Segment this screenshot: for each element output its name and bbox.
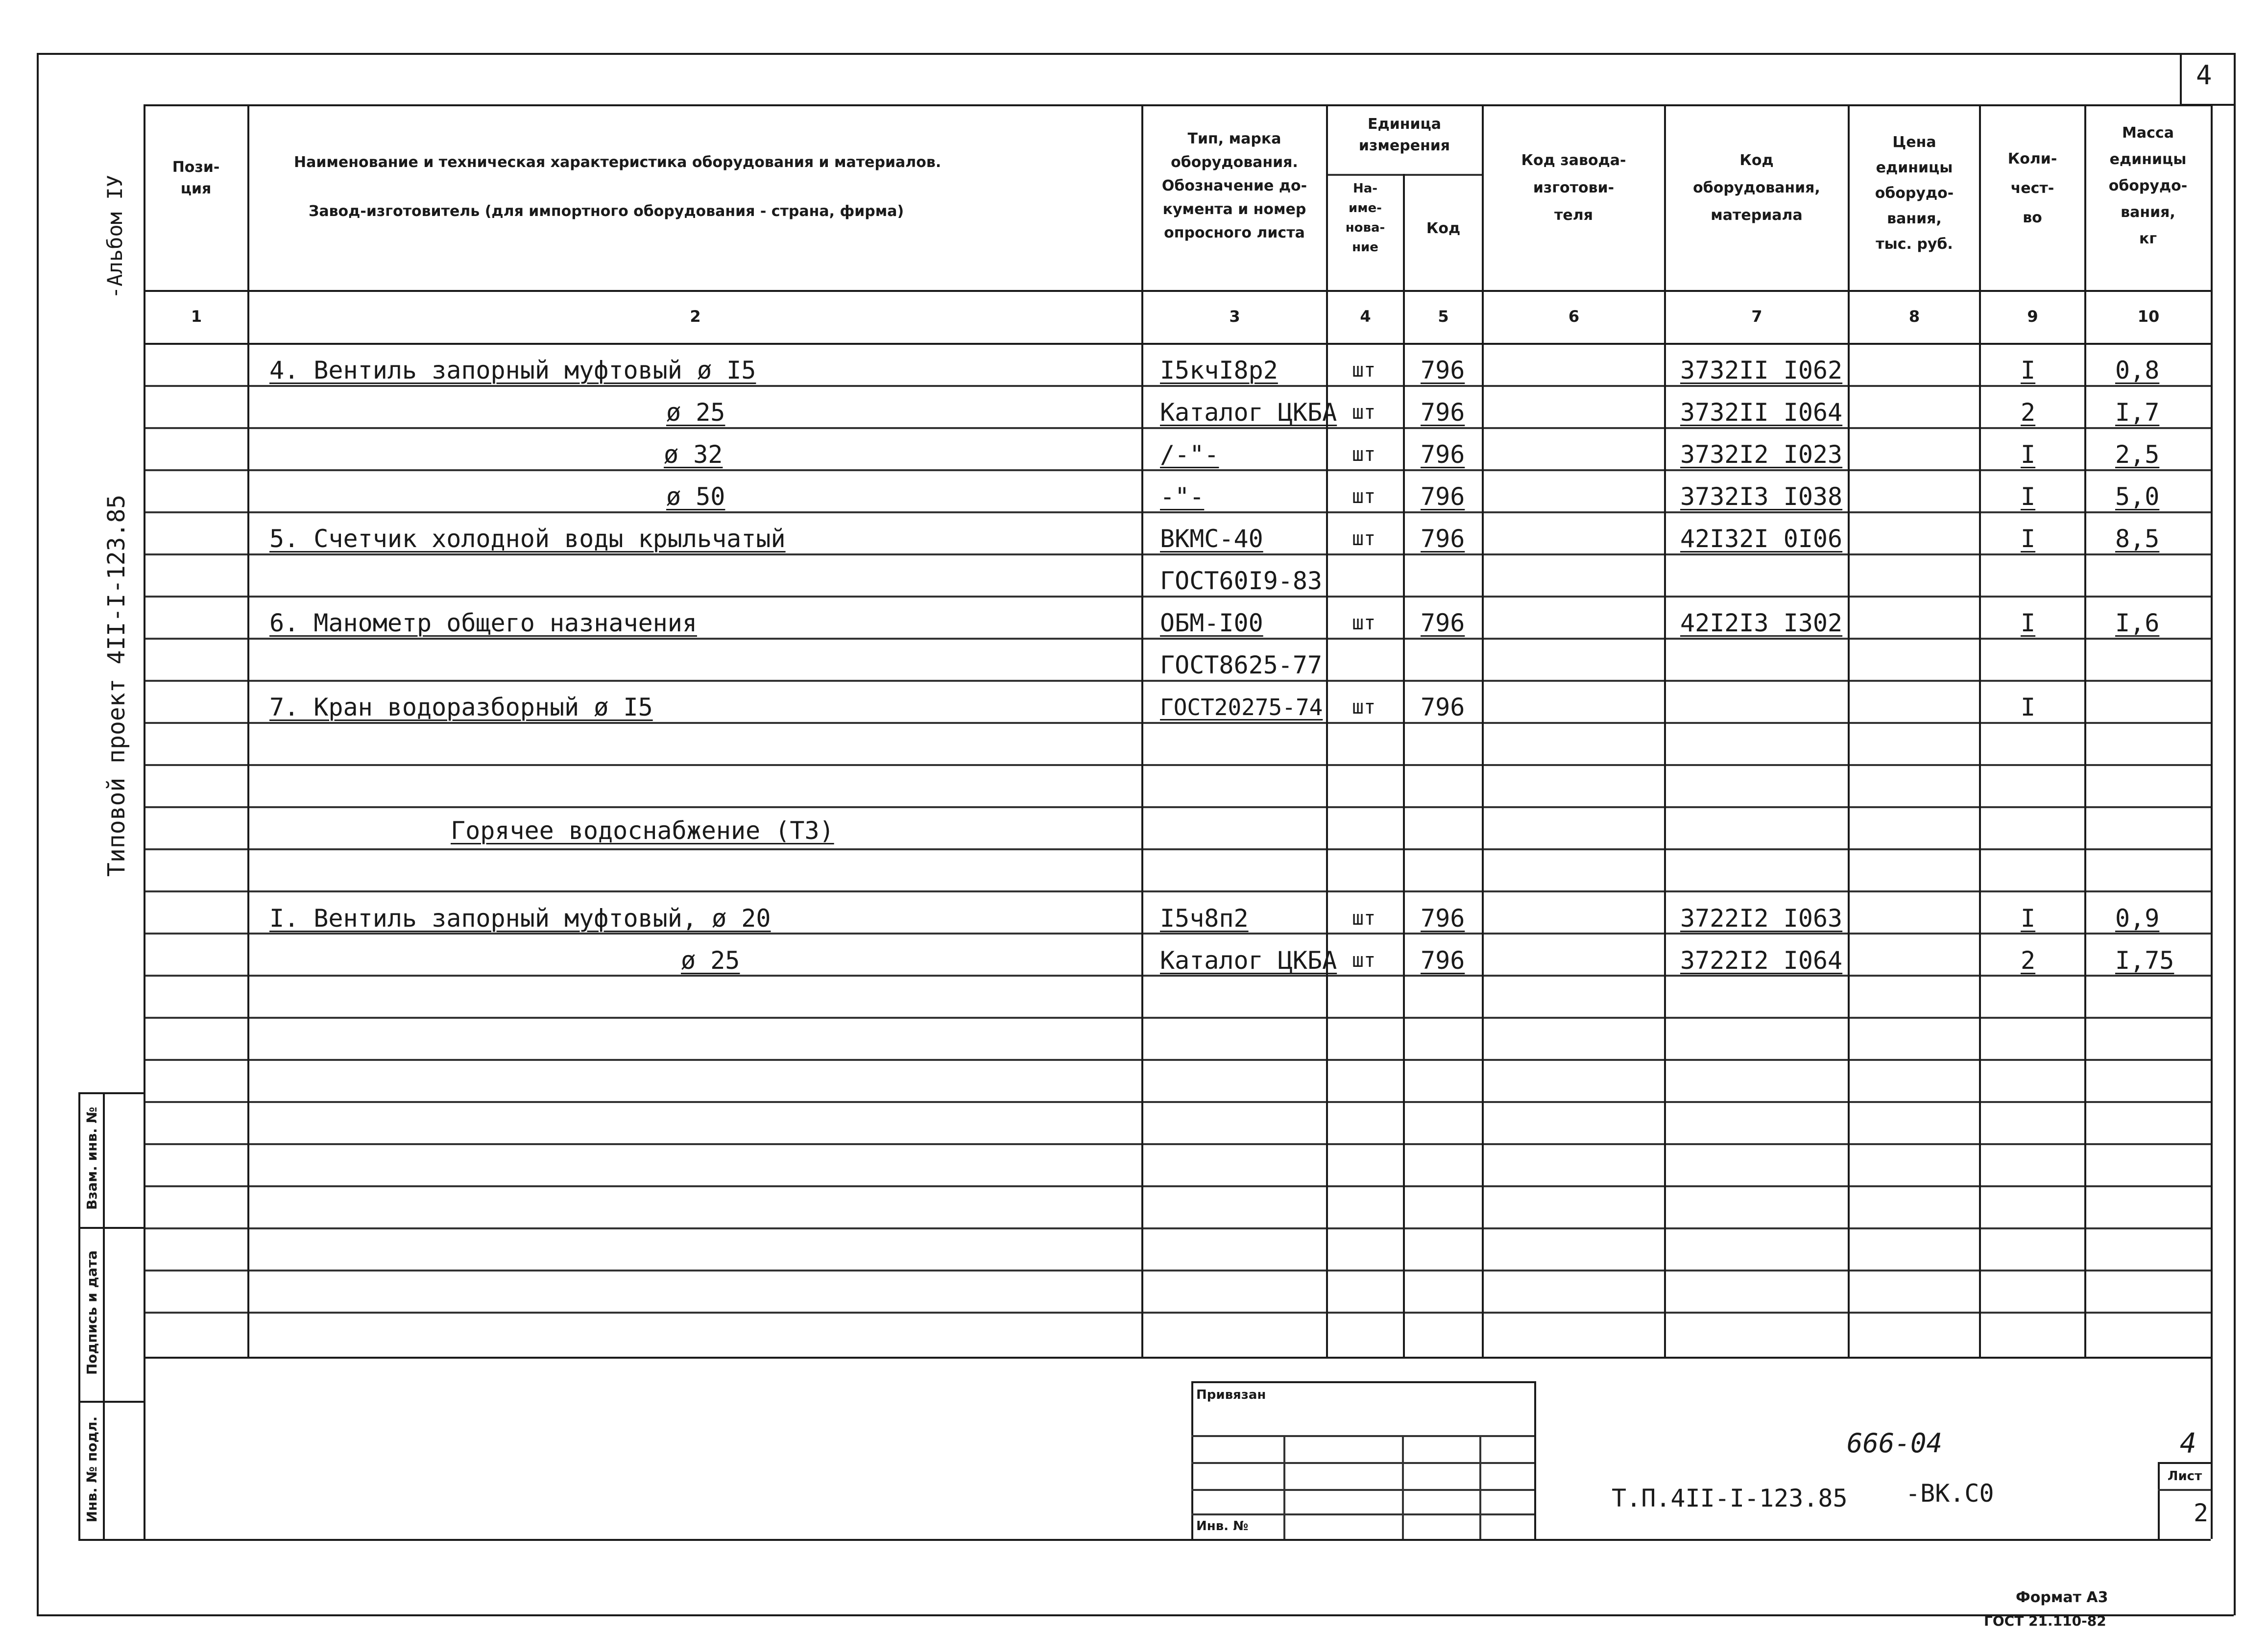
side-album-title: -Альбом IУ xyxy=(103,175,127,299)
colnum-1: 1 xyxy=(191,307,202,326)
privyazan-col xyxy=(1479,1435,1481,1539)
row-qty: I xyxy=(2021,356,2036,384)
colnum-7: 7 xyxy=(1751,307,1762,326)
privyazan-col xyxy=(1283,1435,1285,1539)
row-qty: I xyxy=(2021,482,2036,511)
row-code: 796 xyxy=(1421,946,1465,975)
sheet-total: 4 xyxy=(2180,1428,2196,1460)
col-line xyxy=(1141,104,1143,1358)
row-code: 796 xyxy=(1421,356,1465,384)
row-line xyxy=(144,1270,2211,1271)
col-line xyxy=(2211,104,2213,1539)
row-line xyxy=(144,1143,2211,1145)
row-mass: 8,5 xyxy=(2115,525,2160,553)
header-unit-code: Код xyxy=(1426,220,1461,237)
document-designation: Т.П.4II-I-123.85 xyxy=(1612,1484,1848,1512)
row-unit: шт xyxy=(1352,528,1376,550)
header-quantity: Коли- чест- во xyxy=(2007,150,2057,226)
col-line xyxy=(1979,104,1981,1358)
row-equip: 3722I2 I063 xyxy=(1680,904,1843,933)
row-mass: 0,8 xyxy=(2115,356,2160,384)
col-line xyxy=(1482,104,1484,1358)
row-line xyxy=(144,764,2211,766)
header-mass: Масса единицы оборудо- вания, кг xyxy=(2108,124,2188,247)
row-code: 796 xyxy=(1421,693,1465,721)
row-type: ОБМ-I00 xyxy=(1160,609,1263,637)
row-equip: 42I32I 0I06 xyxy=(1680,525,1843,553)
row-type: I5кчI8р2 xyxy=(1160,356,1278,384)
row-line xyxy=(144,511,2211,513)
row-qty: 2 xyxy=(2021,398,2036,427)
row-unit: шт xyxy=(1352,359,1376,382)
row-line xyxy=(144,1059,2211,1061)
header-price: Цена единицы оборудо- вания, тыс. руб. xyxy=(1875,134,1954,253)
row-name: I. Вентиль запорный муфтовый, ø 20 xyxy=(269,904,771,933)
document-code: -ВК.С0 xyxy=(1906,1479,1994,1508)
privyazan-row xyxy=(1191,1489,1534,1491)
colnum-9: 9 xyxy=(2027,307,2038,326)
row-type: -"- xyxy=(1160,482,1205,511)
row-name: 4. Вентиль запорный муфтовый ø I5 xyxy=(269,356,756,384)
sheet-label: Лист xyxy=(2167,1469,2202,1484)
row-name: ø 25 xyxy=(681,946,740,975)
row-line xyxy=(144,553,2211,555)
row-unit: шт xyxy=(1352,612,1376,634)
colnum-8: 8 xyxy=(1908,307,1920,326)
row-line xyxy=(144,596,2211,598)
row-mass: 2,5 xyxy=(2115,440,2160,469)
privyazan-top xyxy=(1191,1381,1534,1383)
header-unit: Единица измерения xyxy=(1358,116,1450,154)
header-position: Пози- ция xyxy=(172,159,220,197)
strip-label-orig-inv: Инв. № подл. xyxy=(84,1416,100,1523)
row-unit: шт xyxy=(1352,443,1376,466)
row-qty: I xyxy=(2021,693,2036,721)
row-equip: 3732II I064 xyxy=(1680,398,1843,427)
privyazan-right xyxy=(1534,1381,1536,1539)
header-unit-name: На- име- нова- ние xyxy=(1345,181,1385,255)
strip-left-line xyxy=(78,1092,80,1539)
format-label: Формат А3 xyxy=(2016,1589,2108,1606)
strip-top-line xyxy=(78,1092,144,1094)
frame-right xyxy=(2234,53,2236,1615)
row-code: 796 xyxy=(1421,482,1465,511)
row-qty: I xyxy=(2021,525,2036,553)
sheet-box-left xyxy=(2158,1462,2160,1539)
strip-label-replace-inv: Взам. инв. № xyxy=(84,1106,100,1210)
row-line xyxy=(144,638,2211,640)
row-mass: 5,0 xyxy=(2115,482,2160,511)
header-name-line2: Завод-изготовитель (для импортного оборудования - страна, фирма) xyxy=(309,203,904,220)
frame-left xyxy=(37,53,39,1615)
row-code: 796 xyxy=(1421,525,1465,553)
strip-divider xyxy=(78,1401,144,1403)
sheet-box-mid xyxy=(2158,1489,2211,1491)
row-equip: 3732I2 I023 xyxy=(1680,440,1843,469)
row-line xyxy=(144,469,2211,471)
row-type: ВКМС-40 xyxy=(1160,525,1263,553)
strip-bottom-line xyxy=(78,1539,2211,1541)
sheet-corner-number: 4 xyxy=(2196,60,2212,91)
strip-divider xyxy=(78,1227,144,1229)
header-equip-code: Код оборудования, материала xyxy=(1693,152,1820,224)
frame-bottom xyxy=(37,1614,2234,1616)
row-code: 796 xyxy=(1421,398,1465,427)
row-name: ø 25 xyxy=(666,398,725,427)
header-type: Тип, марка оборудования. Обозначение до- кумента и номер опросного листа xyxy=(1161,130,1307,241)
row-type: ГОСТ8625-77 xyxy=(1160,651,1323,679)
row-line xyxy=(144,848,2211,850)
header-plant-code: Код завода- изготови- теля xyxy=(1521,152,1626,224)
colnum-3: 3 xyxy=(1229,307,1240,326)
row-code: 796 xyxy=(1421,609,1465,637)
row-type: I5ч8п2 xyxy=(1160,904,1249,933)
row-line xyxy=(144,680,2211,682)
table-bottom-line xyxy=(144,1357,2211,1359)
row-name: ø 32 xyxy=(664,440,723,469)
corner-box-left xyxy=(2180,55,2182,104)
row-type: ГОСТ60I9-83 xyxy=(1160,567,1323,595)
row-equip: 3732I3 I038 xyxy=(1680,482,1843,511)
privyazan-col xyxy=(1402,1435,1404,1539)
row-unit: шт xyxy=(1352,485,1376,508)
colnum-6: 6 xyxy=(1568,307,1580,326)
row-line xyxy=(144,1185,2211,1187)
row-type: ГОСТ20275-74 xyxy=(1160,694,1323,720)
row-mass: I,7 xyxy=(2115,398,2160,427)
row-line xyxy=(144,806,2211,808)
privyazan-label: Привязан xyxy=(1196,1388,1266,1402)
row-equip: 3722I2 I064 xyxy=(1680,946,1843,975)
row-code: 796 xyxy=(1421,904,1465,933)
row-line xyxy=(144,1101,2211,1103)
document-number: 666-04 xyxy=(1847,1428,1943,1459)
row-unit: шт xyxy=(1352,949,1376,972)
sheet-box-top xyxy=(2158,1462,2211,1464)
row-name: ø 50 xyxy=(666,482,725,511)
row-line xyxy=(144,1017,2211,1019)
row-type: /-"- xyxy=(1160,440,1219,469)
colnum-2: 2 xyxy=(690,307,701,326)
row-name: 6. Манометр общего назначения xyxy=(269,609,697,637)
row-line xyxy=(144,1227,2211,1229)
sheet-number: 2 xyxy=(2194,1499,2209,1527)
table-top-line xyxy=(144,104,2211,106)
row-qty: I xyxy=(2021,904,2036,933)
col-line xyxy=(1326,104,1328,1358)
side-project-title: Типовой проект 4II-I-123.85 xyxy=(103,494,130,877)
strip-inner-line xyxy=(103,1092,105,1539)
colnum-bottom-line xyxy=(144,343,2211,345)
row-line xyxy=(144,890,2211,892)
row-name: 7. Кран водоразборный ø I5 xyxy=(269,693,653,721)
col-line xyxy=(247,104,249,1358)
header-bottom-line xyxy=(144,290,2211,292)
strip-label-signature-date: Подпись и дата xyxy=(84,1250,100,1375)
row-mass: I,75 xyxy=(2115,946,2174,975)
row-line xyxy=(144,1312,2211,1314)
privyazan-row xyxy=(1191,1462,1534,1464)
col-line xyxy=(1403,174,1405,1358)
row-unit: шт xyxy=(1352,696,1376,719)
row-line xyxy=(144,427,2211,429)
colnum-10: 10 xyxy=(2137,307,2160,326)
row-qty: 2 xyxy=(2021,946,2036,975)
row-equip: 3732II I062 xyxy=(1680,356,1843,384)
row-line xyxy=(144,385,2211,387)
row-line xyxy=(144,722,2211,724)
col-line xyxy=(1848,104,1850,1358)
row-qty: I xyxy=(2021,440,2036,469)
col-line xyxy=(1664,104,1666,1358)
row-equip: 42I2I3 I302 xyxy=(1680,609,1843,637)
row-type: Каталог ЦКБА xyxy=(1160,946,1337,975)
row-name: 5. Счетчик холодной воды крыльчатый xyxy=(269,525,786,553)
section-title-hot-water: Горячее водоснабжение (Т3) xyxy=(451,816,834,845)
frame-top xyxy=(37,53,2234,55)
colnum-4: 4 xyxy=(1360,307,1371,326)
row-unit: шт xyxy=(1352,907,1376,930)
row-unit: шт xyxy=(1352,401,1376,424)
row-code: 796 xyxy=(1421,440,1465,469)
colnum-5: 5 xyxy=(1438,307,1449,326)
header-name-line1: Наименование и техническая характеристика оборудования и материалов. xyxy=(294,154,941,171)
row-type: Каталог ЦКБА xyxy=(1160,398,1337,427)
col-line xyxy=(2084,104,2086,1358)
privyazan-row xyxy=(1191,1435,1534,1437)
row-mass: I,6 xyxy=(2115,609,2160,637)
format-gost: ГОСТ 21.110-82 xyxy=(1984,1613,2106,1629)
inv-no-label: Инв. № xyxy=(1196,1519,1249,1534)
row-qty: I xyxy=(2021,609,2036,637)
row-mass: 0,9 xyxy=(2115,904,2160,933)
